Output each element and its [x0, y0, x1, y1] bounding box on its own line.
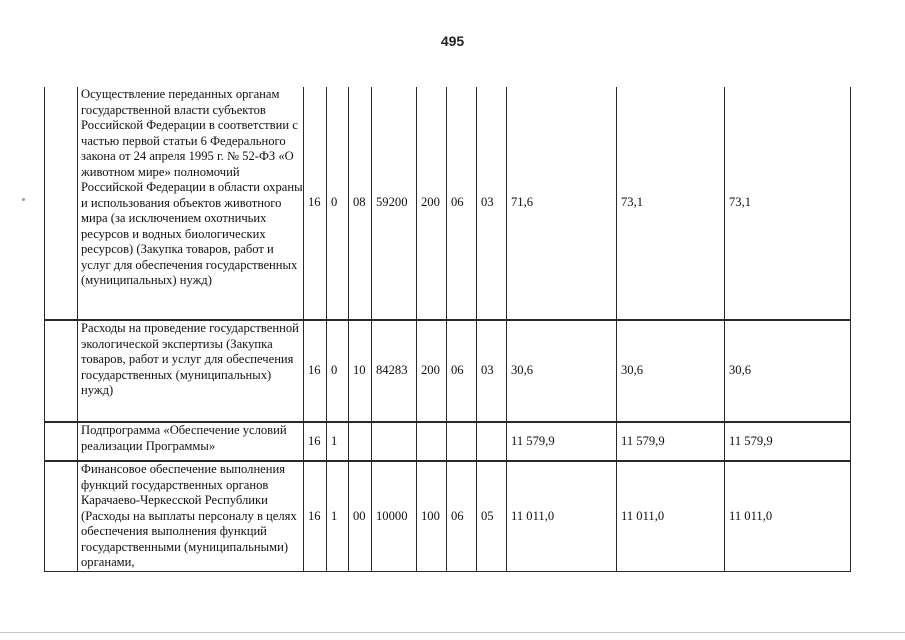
code-section: 06: [447, 461, 477, 571]
table-row: [45, 320, 851, 422]
code-section: [447, 422, 477, 461]
scan-speck: [22, 198, 25, 201]
amount-year-1: 11 011,0: [507, 461, 617, 571]
amount-year-3: 11 011,0: [725, 461, 851, 571]
code-subsection: 03: [477, 87, 507, 320]
amount-year-3: 73,1: [725, 87, 851, 320]
row-description: Подпрограмма «Обеспечение условий реализации Программы»: [78, 422, 304, 461]
table-row: [45, 422, 851, 461]
code-expense-type: [417, 422, 447, 461]
code-section: 06: [447, 87, 477, 320]
code-program: 16: [304, 461, 327, 571]
code-program: 16: [304, 422, 327, 461]
amount-year-2: 11 011,0: [617, 461, 725, 571]
code-direction: [372, 422, 417, 461]
code-subsection: 05: [477, 461, 507, 571]
amount-year-2: 30,6: [617, 320, 725, 422]
code-program: 16: [304, 320, 327, 422]
code-subsection: 03: [477, 320, 507, 422]
code-subprogram: 0: [327, 87, 349, 320]
code-direction: 84283: [372, 320, 417, 422]
row-description: Расходы на проведение государственной экологической экспертизы (Закупка товаров, работ и услуг для обеспечения государственных (муниципальных) нужд): [78, 320, 304, 422]
budget-table: [44, 87, 851, 572]
table-row: [45, 461, 851, 571]
page-number: 495: [440, 33, 465, 49]
amount-year-3: 30,6: [725, 320, 851, 422]
amount-year-2: 11 579,9: [617, 422, 725, 461]
code-subsection: [477, 422, 507, 461]
code-program: 16: [304, 87, 327, 320]
amount-year-1: 11 579,9: [507, 422, 617, 461]
amount-year-1: 71,6: [507, 87, 617, 320]
amount-year-3: 11 579,9: [725, 422, 851, 461]
scan-artifact-line: [0, 632, 905, 633]
code-subprogram: 1: [327, 461, 349, 571]
code-expense-type: 200: [417, 87, 447, 320]
code-expense-type: 200: [417, 320, 447, 422]
code-main-activity: 10: [349, 320, 372, 422]
amount-year-2: 73,1: [617, 87, 725, 320]
code-direction: 10000: [372, 461, 417, 571]
table-row: [45, 87, 851, 320]
code-main-activity: 00: [349, 461, 372, 571]
row-description: Осуществление переданных органам государственной власти субъектов Российской Федерации в соответствии с частью первой статьи 6 Федерального закона от 24 апреля 1995 г. № 52-ФЗ «О животном мире» полномочий Российской Федерации в области охраны и использования объектов животного мира (за исключением охотничьих ресурсов и водных биологических ресурсов) (Закупка товаров, работ и услуг для обеспечения государственных (муниципальных) нужд): [78, 87, 304, 320]
amount-year-1: 30,6: [507, 320, 617, 422]
code-section: 06: [447, 320, 477, 422]
code-main-activity: 08: [349, 87, 372, 320]
row-number-cell: [45, 461, 78, 571]
row-number-cell: [45, 87, 78, 320]
code-main-activity: [349, 422, 372, 461]
code-expense-type: 100: [417, 461, 447, 571]
row-number-cell: [45, 422, 78, 461]
row-number-cell: [45, 320, 78, 422]
code-subprogram: 1: [327, 422, 349, 461]
code-subprogram: 0: [327, 320, 349, 422]
code-direction: 59200: [372, 87, 417, 320]
row-description: Финансовое обеспечение выполнения функций государственных органов Карачаево-Черкесской Республики (Расходы на выплаты персоналу в целях обеспечения выполнения функций государственными (муниципальными) органами,: [78, 461, 304, 571]
